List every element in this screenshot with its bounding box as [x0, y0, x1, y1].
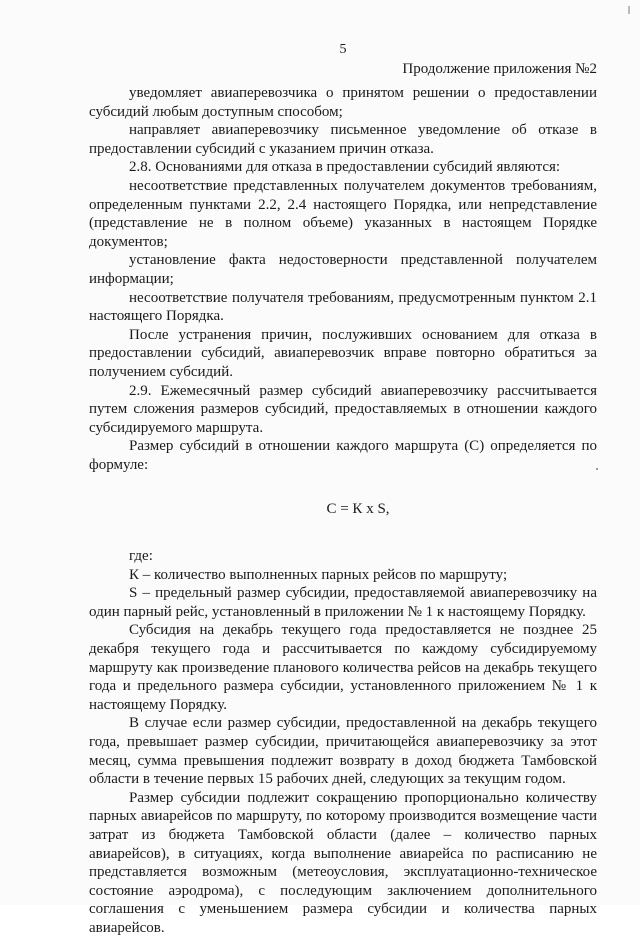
formula: С = К х S, [326, 501, 390, 518]
appendix-continuation-note: Продолжение приложения №2 [402, 61, 597, 77]
paragraph: Размер субсидии подлежит сокращению пропорционально количеству парных авиарейсов по маршруту, по которому производится возмещение части затрат из бюджета Тамбовской области (далее – количество парных авиарейсов), в ситуациях, когда выполнение авиарейса по расписанию не представляется возможным (метеоусловия, эксплуатационно-техническое состояние аэродрома), с последующим заключением дополнительного соглашения с уменьшением размера субсидии и количества парных авиарейсов. [89, 789, 597, 936]
scan-mark [596, 468, 598, 470]
paragraph: уведомляет авиаперевозчика о принятом решении о предоставлении субсидий любым доступным способом; [89, 85, 597, 120]
document-body [89, 84, 597, 938]
paragraph: 2.8. Основаниями для отказа в предоставлении субсидий являются: [129, 159, 561, 176]
paragraph: где: [129, 548, 153, 565]
paragraph: Размер субсидий в отношении каждого маршрута (С) определяется по формуле: [89, 438, 597, 473]
paragraph: установление факта недостоверности представленной получателем информации; [89, 252, 597, 287]
paragraph: несоответствие представленных получателем документов требованиям, определенным пунктами 2.2, 2.4 настоящего Порядка, или непредставление (представление не в полном объеме) указанных в настоящем Порядке документов; [89, 177, 597, 250]
paragraph: несоответствие получателя требованиям, предусмотренным пунктом 2.1 настоящего Порядка. [89, 289, 597, 325]
paragraph: В случае если размер субсидии, предоставленной на декабрь текущего года, превышает размер субсидии, причитающейся авиаперевозчику за этот месяц, сумма превышения подлежит возврату в доход бюджета Тамбовской области в течение первых 15 рабочих дней, следующих за текущим годом. [89, 715, 597, 788]
paragraph: После устранения причин, послуживших основанием для отказа в предоставлении субсидий, авиаперевозчик вправе повторно обратиться за получением субсидий. [89, 326, 597, 380]
paragraph: направляет авиаперевозчику письменное уведомление об отказе в предоставлении субсидий с указанием причин отказа. [89, 122, 597, 157]
paragraph: К – количество выполненных парных рейсов по маршруту; [129, 566, 508, 583]
page-number: 5 [339, 42, 347, 57]
scan-speck [628, 6, 630, 14]
paragraph: S – предельный размер субсидии, предоставляемой авиаперевозчику на один парный рейс, установленный в приложении № 1 к настоящему Порядку. [89, 585, 597, 620]
paragraph: 2.9. Ежемесячный размер субсидий авиаперевозчику рассчитывается путем сложения размеров субсидий, предоставляемых в отношении каждого субсидируемого маршрута. [89, 382, 597, 436]
paragraph: Субсидия на декабрь текущего года предоставляется не позднее 25 декабря текущего года и рассчитывается по каждому субсидируемому маршруту как произведение планового количества рейсов на декабрь текущего года и предельного размера субсидии, установленного приложением № 1 к настоящему Порядку. [89, 622, 597, 713]
